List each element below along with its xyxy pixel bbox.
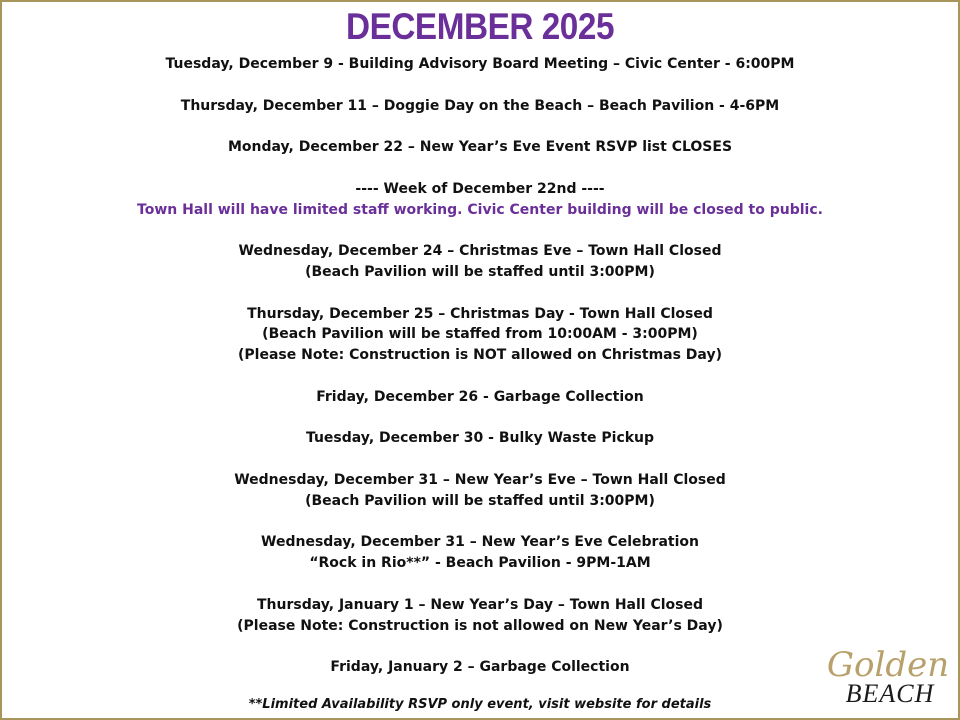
event-line: (Beach Pavilion will be staffed until 3:00PM): [305, 492, 655, 509]
page-title: DECEMBER 2025: [345, 6, 615, 47]
golden-beach-logo: [826, 644, 950, 710]
footnote: **Limited Availability RSVP only event, visit website for details: [248, 697, 712, 712]
notice-line: Town Hall will have limited staff working. Civic Center building will be closed to public.: [137, 201, 823, 218]
spacer: [0, 158, 960, 179]
spacer: [0, 408, 960, 429]
spacer: [0, 636, 960, 657]
event-line: (Please Note: Construction is not allowed on New Year’s Day): [237, 617, 723, 634]
event-line: Monday, December 22 – New Year’s Eve Event RSVP list CLOSES: [227, 139, 733, 156]
spacer: [0, 512, 960, 533]
event-line: Wednesday, December 31 – New Year’s Eve – Town Hall Closed: [234, 471, 726, 488]
event-line: Tuesday, December 9 - Building Advisory Board Meeting – Civic Center - 6:00PM: [165, 56, 795, 72]
event-line: Wednesday, December 31 – New Year’s Eve Celebration: [261, 534, 699, 551]
event-line: Thursday, December 25 – Christmas Day - Town Hall Closed: [247, 305, 713, 322]
logo-line-1: Golden: [826, 645, 950, 685]
spacer: [0, 449, 960, 470]
event-line: Thursday, December 11 – Doggie Day on the Beach – Beach Pavilion - 4-6PM: [180, 97, 780, 114]
event-line: Friday, January 2 – Garbage Collection: [330, 659, 630, 676]
event-line: (Beach Pavilion will be staffed from 10:00AM - 3:00PM): [262, 326, 698, 343]
event-line: Friday, December 26 - Garbage Collection: [316, 388, 644, 405]
spacer: [0, 116, 960, 137]
spacer: [0, 283, 960, 304]
spacer: [0, 220, 960, 241]
event-line: (Beach Pavilion will be staffed until 3:00PM): [305, 263, 655, 280]
spacer: [0, 75, 960, 96]
event-line: “Rock in Rio**” - Beach Pavilion - 9PM-1AM: [309, 555, 651, 572]
logo-line-2: BEACH: [845, 679, 935, 708]
event-line: Tuesday, December 30 - Bulky Waste Pickup: [305, 430, 655, 447]
spacer: [0, 574, 960, 595]
event-line: (Please Note: Construction is NOT allowed on Christmas Day): [238, 347, 722, 364]
event-line: ---- Week of December 22nd ----: [355, 180, 605, 197]
spacer: [0, 366, 960, 387]
event-list: [0, 54, 960, 678]
event-line: Wednesday, December 24 – Christmas Eve – Town Hall Closed: [238, 243, 722, 260]
event-line: Thursday, January 1 – New Year’s Day – Town Hall Closed: [256, 596, 704, 613]
